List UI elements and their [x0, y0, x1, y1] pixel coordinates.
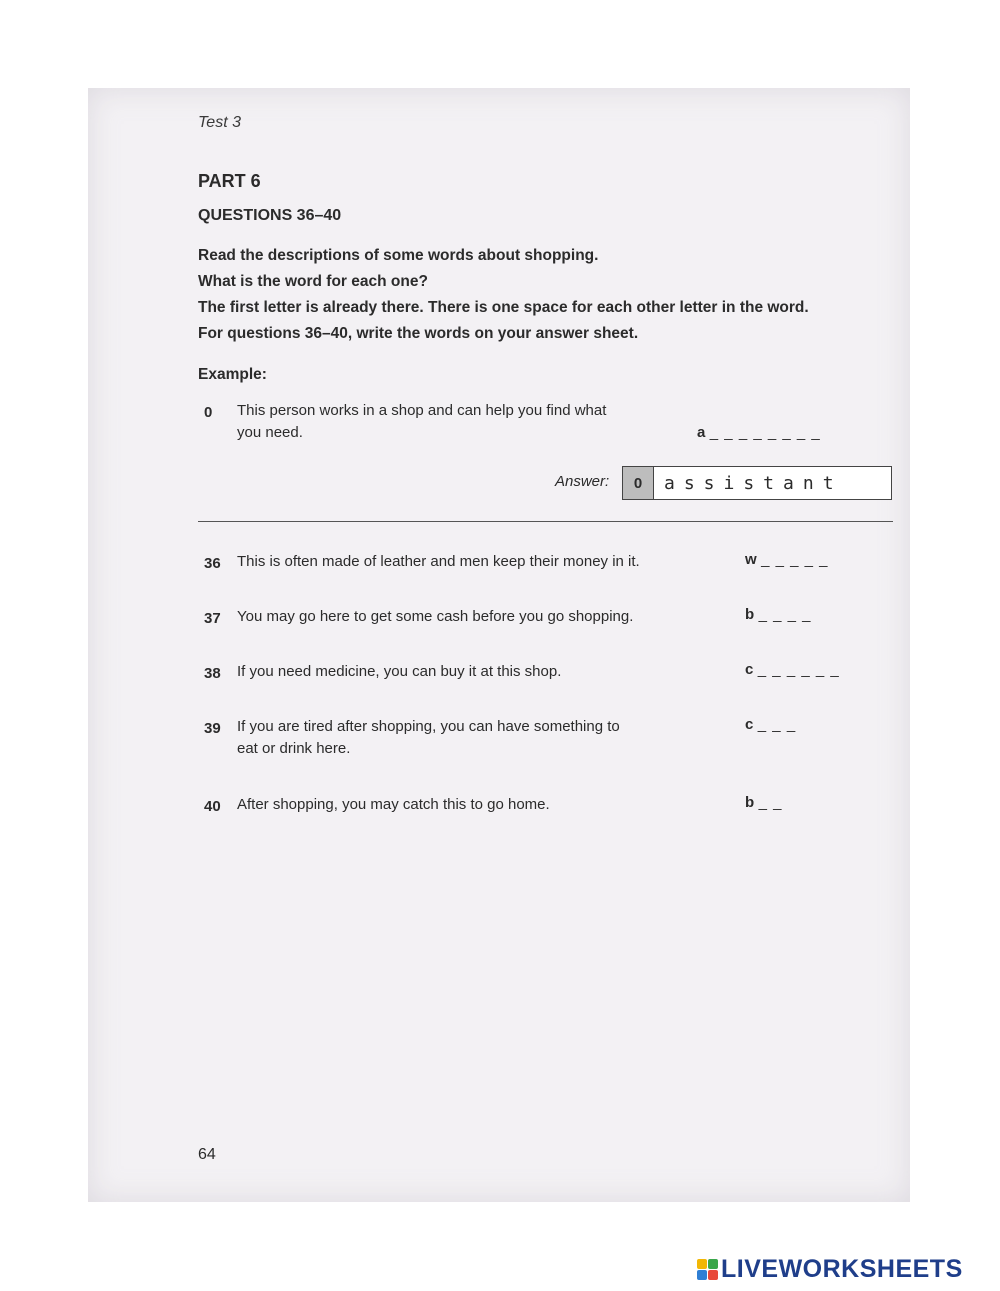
example-blank	[697, 424, 821, 442]
first-letter: b	[745, 606, 755, 623]
first-letter: w	[745, 551, 757, 568]
answer-number: 0	[623, 467, 654, 499]
example-label: Example:	[198, 366, 267, 383]
instruction-line: What is the word for each one?	[198, 273, 428, 290]
answer-blank[interactable]	[745, 716, 796, 734]
question-text	[237, 716, 620, 760]
logo-mark-square	[708, 1259, 718, 1269]
question-number: 40	[204, 798, 221, 815]
answer-word: assistant	[664, 472, 843, 494]
question-text-line: If you need medicine, you can buy it at this shop.	[237, 663, 562, 680]
example-number: 0	[204, 404, 213, 421]
instruction-line: For questions 36–40, write the words on your answer sheet.	[198, 325, 639, 342]
question-number: 38	[204, 665, 221, 682]
letter-dashes: _ _ _	[757, 716, 797, 733]
question-text-line: If you are tired after shopping, you can have something to	[237, 718, 620, 735]
letter-dashes: _ _ _ _ _	[761, 551, 829, 568]
example-text	[237, 400, 606, 444]
question-text	[237, 794, 550, 816]
logo-mark-square	[697, 1259, 707, 1269]
question-number: 36	[204, 555, 221, 572]
question-text-line: eat or drink here.	[237, 740, 351, 757]
logo-mark-icon	[697, 1259, 718, 1280]
question-text-line: After shopping, you may catch this to go home.	[237, 796, 550, 813]
example-answer-box	[622, 466, 892, 500]
answer-blank[interactable]	[745, 551, 829, 569]
running-head: Test 3	[198, 114, 241, 131]
letter-dashes: _ _ _ _ _ _	[757, 661, 840, 678]
question-text	[237, 551, 640, 573]
part-title: PART 6	[198, 171, 261, 191]
question-text	[237, 661, 561, 683]
logo-text: LIVEWORKSHEETS	[721, 1255, 963, 1283]
questions-title: QUESTIONS 36–40	[198, 207, 342, 224]
first-letter: c	[745, 716, 754, 733]
divider-rule	[198, 521, 893, 522]
logo-mark-square	[697, 1270, 707, 1280]
answer-label: Answer:	[555, 473, 610, 490]
first-letter: c	[745, 661, 754, 678]
page-number: 64	[198, 1146, 216, 1163]
letter-dashes: _ _ _ _	[758, 606, 812, 623]
instruction-line: Read the descriptions of some words about shopping.	[198, 247, 599, 264]
example-text-line: you need.	[237, 424, 303, 441]
liveworksheets-logo	[697, 1255, 963, 1284]
question-number: 39	[204, 720, 221, 737]
answer-blank[interactable]	[745, 606, 812, 624]
question-text	[237, 606, 633, 628]
logo-mark-square	[708, 1270, 718, 1280]
letter-dashes: _ _	[758, 794, 783, 811]
instruction-line: The first letter is already there. There is one space for each other letter in the word.	[198, 299, 809, 316]
answer-blank[interactable]	[745, 794, 782, 812]
example-text-line: This person works in a shop and can help you find what	[237, 402, 607, 419]
question-text-line: This is often made of leather and men keep their money in it.	[237, 553, 640, 570]
first-letter: b	[745, 794, 755, 811]
letter-dashes: _ _ _ _ _ _ _ _	[709, 424, 821, 441]
question-text-line: You may go here to get some cash before you go shopping.	[237, 608, 634, 625]
first-letter: a	[697, 424, 706, 441]
answer-blank[interactable]	[745, 661, 840, 679]
question-number: 37	[204, 610, 221, 627]
